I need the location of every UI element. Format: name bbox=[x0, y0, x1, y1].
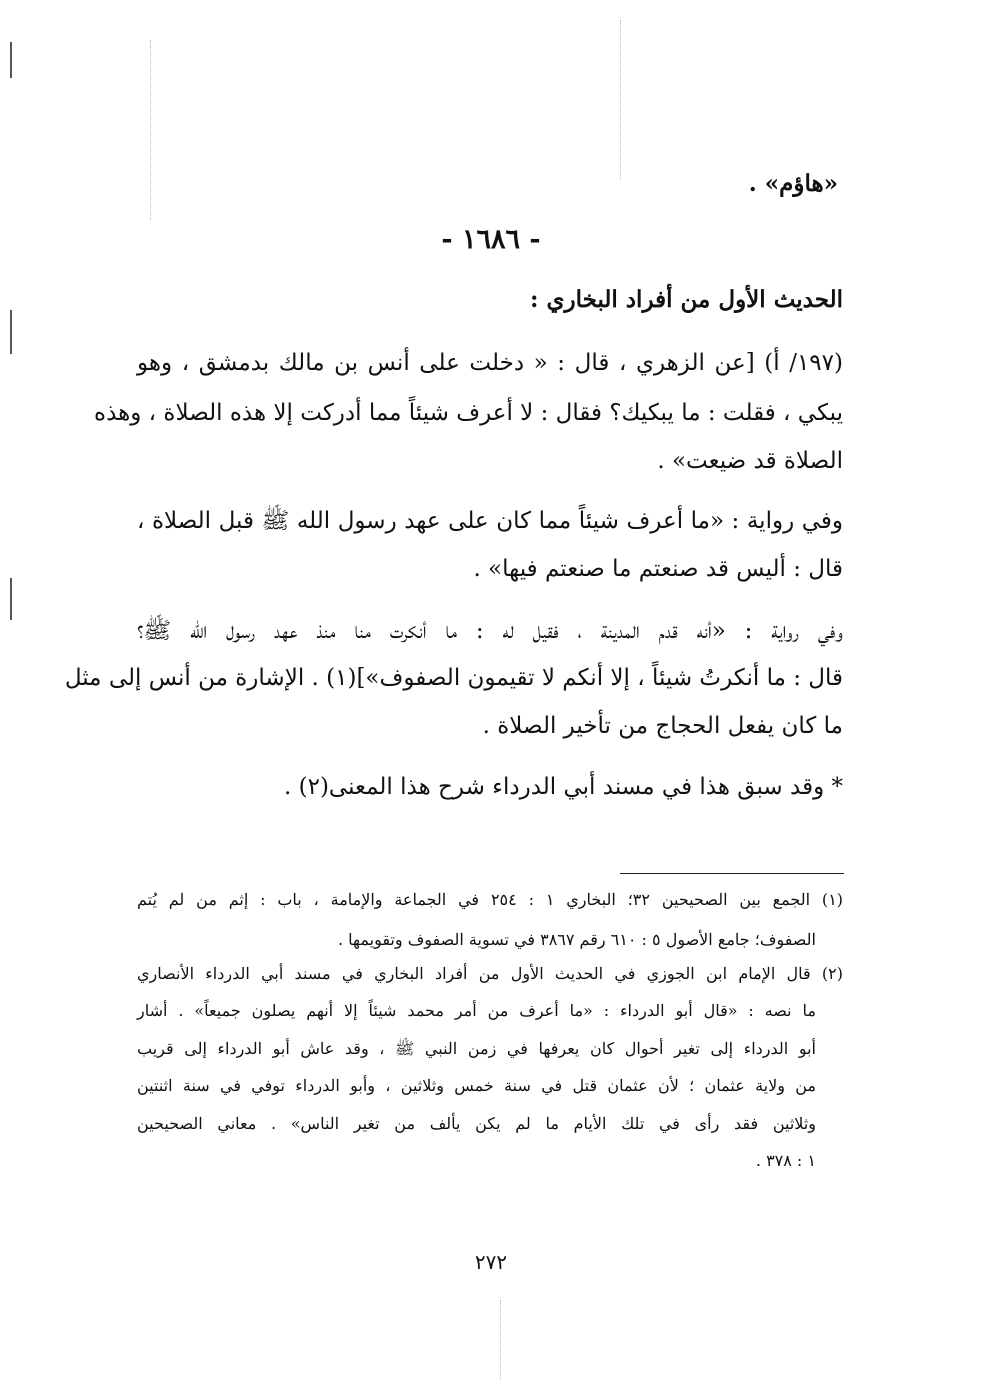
section-heading: الحديث الأول من أفراد البخاري : bbox=[530, 286, 843, 313]
paragraph-line: * وقد سبق هذا في مسند أبي الدرداء شرح هذا المعنى(٢) . bbox=[283, 774, 843, 800]
scan-noise bbox=[150, 40, 151, 220]
footnote-separator bbox=[620, 873, 844, 874]
footnote-line: (٢) قال الإمام ابن الجوزي في الحديث الأول من أفراد البخاري في مسند أبي الدرداء الأنصاري bbox=[137, 964, 843, 983]
footnote-line: وثلاثين فقد رأى في تلك الأيام ما لم يكن يألف من تغير الناس» . معاني الصحيحين bbox=[137, 1114, 817, 1133]
footnote-line: ١ : ٣٧٨ . bbox=[755, 1151, 816, 1170]
scan-noise bbox=[500, 1300, 501, 1380]
paragraph-line: يبكي ، فقلت : ما يبكيك؟ فقال : لا أعرف شيئاً مما أدركت إلا هذه الصلاة ، وهذه bbox=[94, 400, 843, 426]
page-number: ٢٧٢ bbox=[474, 1250, 508, 1274]
paragraph-line: الصلاة قد ضيعت» . bbox=[657, 448, 843, 474]
paragraph-line: قال : أليس قد صنعتم ما صنعتم فيها» . bbox=[473, 556, 843, 582]
footnote-line: ما نصه : «قال أبو الدرداء : «ما أعرف من أمر محمد شيئاً إلا أنهم يصلون جميعاً» . أشار bbox=[137, 1001, 816, 1020]
footnote-line: من ولاية عثمان ؛ لأن عثمان قتل في سنة خمس وثلاثين ، وأبو الدرداء توفي في سنة اثنتين bbox=[137, 1076, 817, 1095]
scan-edge-mark bbox=[10, 42, 12, 78]
scan-noise bbox=[620, 20, 621, 180]
scan-edge-mark bbox=[10, 578, 12, 620]
paragraph-line: وفي رواية : «أنه قدم المدينة ، فقيل له : ما أنكرت منا منذ عهد رسول الله ﷺ؟ bbox=[137, 618, 843, 644]
footnote-line: أبو الدرداء إلى تغير أحوال كان يعرفها في زمن النبي ﷺ ، وقد عاش أبو الدرداء إلى قريب bbox=[137, 1039, 816, 1058]
scan-edge-mark bbox=[10, 310, 12, 354]
header-fragment: «هاؤم» . bbox=[748, 170, 838, 197]
paragraph-line: ما كان يفعل الحجاج من تأخير الصلاة . bbox=[482, 713, 843, 739]
footnote-line: (١) الجمع بين الصحيحين ٣٢؛ البخاري ١ : ٢٥٤ في الجماعة والإمامة ، باب : إثم من لم يُتم bbox=[137, 890, 844, 909]
footnote-line: الصفوف؛ جامع الأصول ٥ : ٦١٠ رقم ٣٨٦٧ في تسوية الصفوف وتقويمها . bbox=[337, 930, 816, 949]
paragraph-line: وفي رواية : «ما أعرف شيئاً مما كان على عهد رسول الله ﷺ قبل الصلاة ، bbox=[137, 508, 843, 534]
paragraph-line: (١٩٧/ أ) [عن الزهري ، قال : « دخلت على أنس بن مالك بدمشق ، وهو bbox=[137, 350, 843, 376]
paragraph-line: قال : ما أنكرتُ شيئاً ، إلا أنكم لا تقيمون الصفوف»](١) . الإشارة من أنس إلى مثل bbox=[64, 665, 843, 691]
entry-number: - ١٦٨٦ - bbox=[441, 224, 541, 255]
